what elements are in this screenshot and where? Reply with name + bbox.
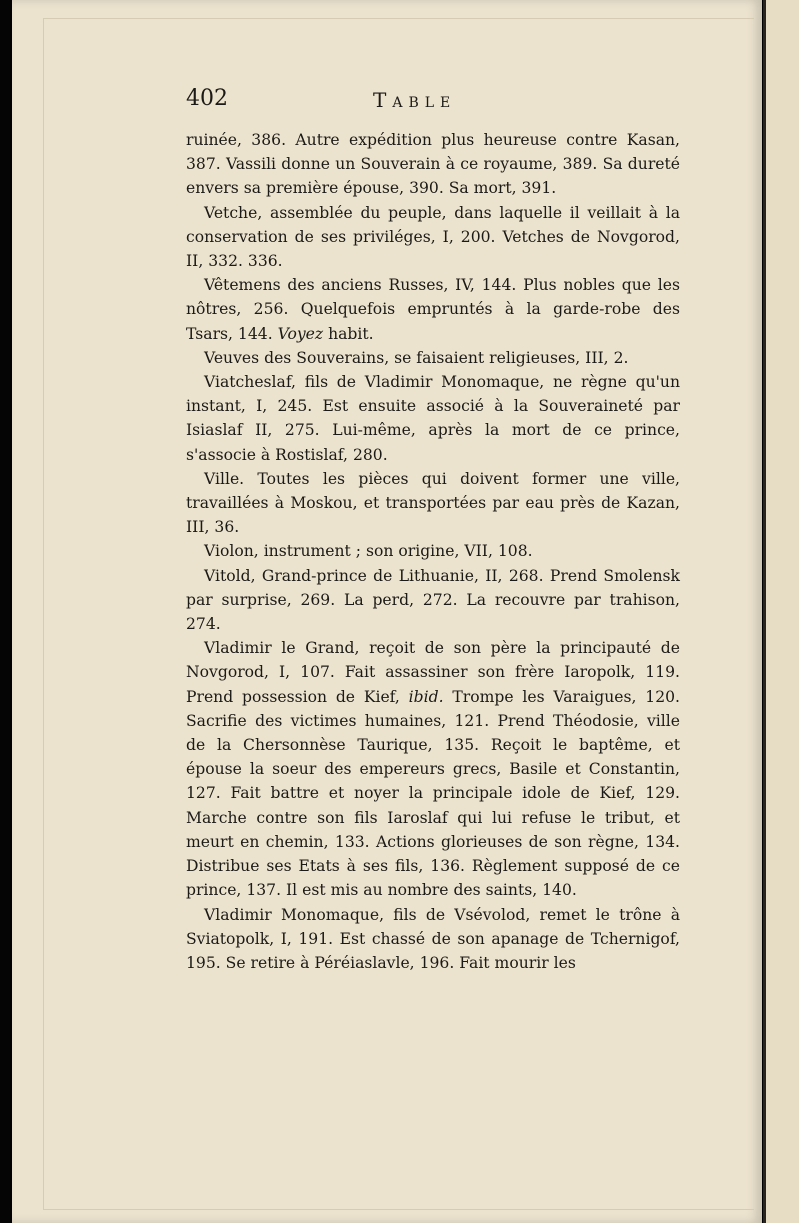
scan-border [0, 0, 10, 1223]
page-header [186, 86, 686, 116]
index-entry: Vladimir Monomaque, fils de Vsévolod, remet le trône à Sviatopolk, I, 191. Est chassé de son apanage de Tchernigof, 195. Se retire à Péréiaslavle, 196. Fait mourir les [186, 905, 680, 972]
index-entry: Vêtemens des anciens Russes, IV, 144. Plus nobles que les nôtres, 256. Quelquefois empruntés à la garde-robe des Tsars, 144. Voyez habit. [186, 276, 680, 343]
index-entry: Vladimir le Grand, reçoit de son père la principauté de Novgorod, I, 107. Fait assassiner son frère Iaropolk, 119. Prend possession de Kief, ibid. Trompe les Varaigues, 120. Sacrifie des victimes humaines, 121. Prend Théodosie, ville de la Chersonnèse Taurique, 135. Reçoit le baptême, et épouse la soeur des empereurs grecs, Basile et Constantin, 127. Fait battre et noyer la principale idole de Kief, 129. Marche contre son fils Iaroslaf qui lui refuse le tribut, et meurt en chemin, 133. Actions glorieuses de son règne, 134. Distribue ses Etats à ses fils, 136. Règlement supposé de ce prince, 137. Il est mis au nombre des saints, 140. [186, 639, 680, 900]
index-entry: Vetche, assemblée du peuple, dans laquelle il veillait à la conservation de ses priviléges, I, 200. Vetches de Novgorod, II, 332. 336. [186, 203, 680, 271]
index-entry: Veuves des Souverains, se faisaient religieuses, III, 2. [204, 348, 629, 367]
index-entry: Vitold, Grand-prince de Lithuanie, II, 268. Prend Smolensk par surprise, 269. La perd, 272. La recouvre par trahison, 274. [186, 566, 680, 634]
adjacent-page-edge [763, 0, 799, 1223]
page-number: 402 [186, 86, 228, 111]
index-text [186, 128, 680, 975]
index-entry: Ville. Toutes les pièces qui doivent former une ville, travaillées à Moskou, et transportées par eau près de Kazan, III, 36. [186, 469, 680, 537]
cross-reference: Voyez [277, 324, 324, 343]
index-entry: Viatcheslaf, fils de Vladimir Monomaque, ne règne qu'un instant, I, 245. Est ensuite associé à la Souveraineté par Isiaslaf II, 275. Lui-même, après la mort de ce prince, s'associe à Rostislaf, 280. [186, 373, 680, 464]
running-title: Table [373, 88, 457, 112]
index-entry: Violon, instrument ; son origine, VII, 108. [204, 542, 533, 561]
index-entry: ruinée, 386. Autre expédition plus heureuse contre Kasan, 387. Vassili donne un Souverain à ce royaume, 389. Sa dureté envers sa première épouse, 390. Sa mort, 391. [186, 131, 680, 198]
ibid-reference: ibid. [408, 687, 444, 706]
